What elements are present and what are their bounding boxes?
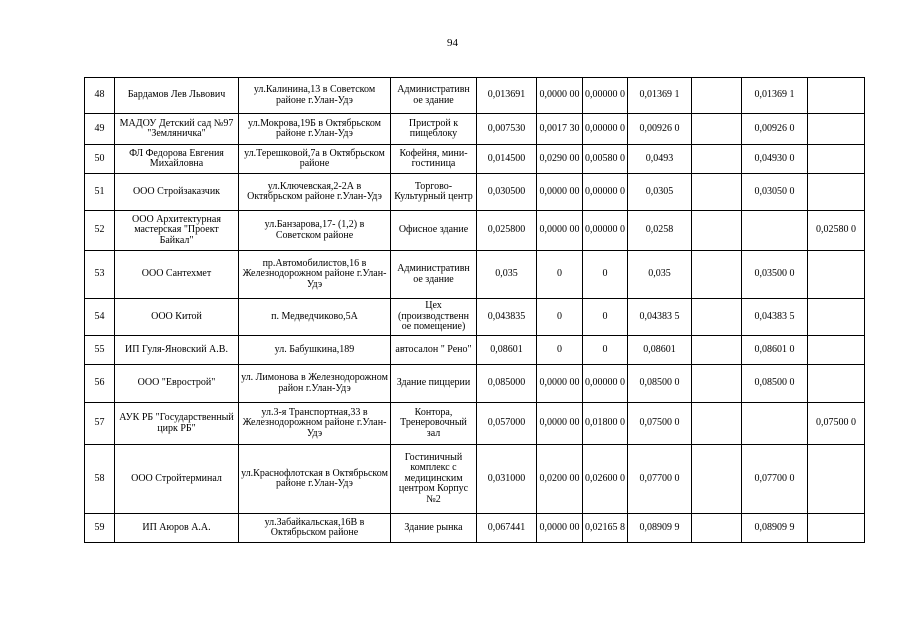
value-col-1: 0,085000 <box>477 365 537 403</box>
value-col-4: 0,04383 5 <box>628 299 692 336</box>
value-col-5 <box>692 211 742 251</box>
building-purpose: Торгово-Культурный центр <box>391 174 477 211</box>
value-col-1: 0,035 <box>477 251 537 299</box>
value-col-1: 0,08601 <box>477 336 537 365</box>
address: ул.Забайкальская,16В в Октябрьском районе <box>239 514 391 543</box>
building-purpose: Административн ое здание <box>391 251 477 299</box>
address: ул. Бабушкина,189 <box>239 336 391 365</box>
value-col-4: 0,0305 <box>628 174 692 211</box>
value-col-7: 0,02580 0 <box>808 211 865 251</box>
value-col-4: 0,07700 0 <box>628 445 692 514</box>
value-col-2: 0,0000 00 <box>537 365 583 403</box>
building-purpose: Цех (производственн ое помещение) <box>391 299 477 336</box>
value-col-5 <box>692 336 742 365</box>
value-col-4: 0,035 <box>628 251 692 299</box>
value-col-3: 0 <box>583 336 628 365</box>
address: п. Медведчиково,5А <box>239 299 391 336</box>
row-number: 50 <box>85 145 115 174</box>
value-col-3: 0,02600 0 <box>583 445 628 514</box>
value-col-6: 0,01369 1 <box>742 78 808 114</box>
value-col-3: 0,00580 0 <box>583 145 628 174</box>
organization-name: ИП Аюров А.А. <box>115 514 239 543</box>
building-purpose: Гостиничный комплекс с медицинским центром Корпус №2 <box>391 445 477 514</box>
value-col-6: 0,00926 0 <box>742 114 808 145</box>
value-col-6: 0,04930 0 <box>742 145 808 174</box>
value-col-5 <box>692 145 742 174</box>
table-row <box>85 78 865 114</box>
value-col-5 <box>692 299 742 336</box>
table-row <box>85 445 865 514</box>
organization-name: АУК РБ "Государственный цирк РБ" <box>115 403 239 445</box>
value-col-4: 0,08601 <box>628 336 692 365</box>
value-col-5 <box>692 365 742 403</box>
value-col-3: 0 <box>583 251 628 299</box>
value-col-1: 0,025800 <box>477 211 537 251</box>
organization-name: ООО Китой <box>115 299 239 336</box>
organization-name: ООО Архитектурная мастерская "Проект Байкал" <box>115 211 239 251</box>
value-col-7 <box>808 78 865 114</box>
address: ул.Терешковой,7а в Октябрьском районе <box>239 145 391 174</box>
value-col-5 <box>692 514 742 543</box>
page-number: 94 <box>447 37 458 49</box>
value-col-2: 0,0000 00 <box>537 174 583 211</box>
table-row <box>85 514 865 543</box>
organization-name: ООО "Еврострой" <box>115 365 239 403</box>
table-row <box>85 174 865 211</box>
value-col-3: 0,01800 0 <box>583 403 628 445</box>
value-col-3: 0,00000 0 <box>583 365 628 403</box>
table-row <box>85 211 865 251</box>
value-col-7 <box>808 251 865 299</box>
value-col-1: 0,057000 <box>477 403 537 445</box>
value-col-2: 0,0000 00 <box>537 403 583 445</box>
table-row <box>85 403 865 445</box>
organization-name: Бардамов Лев Львович <box>115 78 239 114</box>
row-number: 55 <box>85 336 115 365</box>
value-col-3: 0,00000 0 <box>583 114 628 145</box>
value-col-7 <box>808 299 865 336</box>
building-purpose: Пристрой к пищеблоку <box>391 114 477 145</box>
address: пр.Автомобилистов,16 в Железнодорожном районе г.Улан-Удэ <box>239 251 391 299</box>
value-col-5 <box>692 445 742 514</box>
value-col-2: 0,0000 00 <box>537 78 583 114</box>
table-row <box>85 299 865 336</box>
row-number: 56 <box>85 365 115 403</box>
value-col-1: 0,013691 <box>477 78 537 114</box>
value-col-2: 0,0200 00 <box>537 445 583 514</box>
value-col-7 <box>808 174 865 211</box>
value-col-5 <box>692 174 742 211</box>
value-col-7 <box>808 365 865 403</box>
value-col-5 <box>692 78 742 114</box>
value-col-4: 0,07500 0 <box>628 403 692 445</box>
value-col-6: 0,03500 0 <box>742 251 808 299</box>
address: ул.Краснофлотская в Октябрьском районе г.Улан-Удэ <box>239 445 391 514</box>
organization-name: ИП Гуля-Яновский А.В. <box>115 336 239 365</box>
value-col-4: 0,08909 9 <box>628 514 692 543</box>
value-col-2: 0,0000 00 <box>537 514 583 543</box>
address: ул.Банзарова,17- (1,2) в Советском районе <box>239 211 391 251</box>
building-purpose: Кофейня, мини-гостиница <box>391 145 477 174</box>
organization-name: ООО Стройтерминал <box>115 445 239 514</box>
address: ул.Ключевская,2-2А в Октябрьском районе г.Улан-Удэ <box>239 174 391 211</box>
value-col-4: 0,0493 <box>628 145 692 174</box>
row-number: 49 <box>85 114 115 145</box>
building-purpose: автосалон " Рено" <box>391 336 477 365</box>
row-number: 59 <box>85 514 115 543</box>
address: ул. Лимонова в Железнодорожном район г.Улан-Удэ <box>239 365 391 403</box>
value-col-1: 0,030500 <box>477 174 537 211</box>
value-col-7 <box>808 514 865 543</box>
building-purpose: Контора, Тренеровочный зал <box>391 403 477 445</box>
value-col-6: 0,03050 0 <box>742 174 808 211</box>
organization-name: МАДОУ Детский сад №97 "Земляничка" <box>115 114 239 145</box>
value-col-6 <box>742 403 808 445</box>
table-row <box>85 251 865 299</box>
value-col-1: 0,067441 <box>477 514 537 543</box>
value-col-5 <box>692 251 742 299</box>
building-purpose: Здание рынка <box>391 514 477 543</box>
value-col-2: 0,0290 00 <box>537 145 583 174</box>
building-purpose: Здание пиццерии <box>391 365 477 403</box>
building-purpose: Административн ое здание <box>391 78 477 114</box>
row-number: 58 <box>85 445 115 514</box>
value-col-6: 0,08909 9 <box>742 514 808 543</box>
value-col-6: 0,07700 0 <box>742 445 808 514</box>
value-col-6: 0,08601 0 <box>742 336 808 365</box>
address: ул.Калинина,13 в Советском районе г.Улан-Удэ <box>239 78 391 114</box>
value-col-7 <box>808 336 865 365</box>
value-col-4: 0,08500 0 <box>628 365 692 403</box>
value-col-3: 0 <box>583 299 628 336</box>
value-col-3: 0,00000 0 <box>583 78 628 114</box>
value-col-2: 0 <box>537 299 583 336</box>
organization-name: ООО Сантехмет <box>115 251 239 299</box>
table-row <box>85 365 865 403</box>
row-number: 57 <box>85 403 115 445</box>
row-number: 53 <box>85 251 115 299</box>
value-col-2: 0 <box>537 336 583 365</box>
value-col-7: 0,07500 0 <box>808 403 865 445</box>
value-col-2: 0 <box>537 251 583 299</box>
value-col-5 <box>692 114 742 145</box>
address: ул.3-я Транспортная,33 в Железнодорожном районе г.Улан-Удэ <box>239 403 391 445</box>
value-col-7 <box>808 445 865 514</box>
value-col-7 <box>808 145 865 174</box>
value-col-6: 0,04383 5 <box>742 299 808 336</box>
value-col-1: 0,014500 <box>477 145 537 174</box>
value-col-2: 0,0017 30 <box>537 114 583 145</box>
value-col-5 <box>692 403 742 445</box>
value-col-4: 0,0258 <box>628 211 692 251</box>
address: ул.Мокрова,19Б в Октябрьском районе г.Улан-Удэ <box>239 114 391 145</box>
table-row <box>85 336 865 365</box>
value-col-3: 0,00000 0 <box>583 211 628 251</box>
value-col-2: 0,0000 00 <box>537 211 583 251</box>
organization-name: ООО Стройзаказчик <box>115 174 239 211</box>
row-number: 51 <box>85 174 115 211</box>
row-number: 54 <box>85 299 115 336</box>
building-purpose: Офисное здание <box>391 211 477 251</box>
value-col-4: 0,01369 1 <box>628 78 692 114</box>
value-col-4: 0,00926 0 <box>628 114 692 145</box>
value-col-7 <box>808 114 865 145</box>
value-col-3: 0,00000 0 <box>583 174 628 211</box>
row-number: 48 <box>85 78 115 114</box>
organization-name: ФЛ Федорова Евгения Михайловна <box>115 145 239 174</box>
row-number: 52 <box>85 211 115 251</box>
value-col-6 <box>742 211 808 251</box>
table-row <box>85 145 865 174</box>
value-col-3: 0,02165 8 <box>583 514 628 543</box>
table-row <box>85 114 865 145</box>
data-table <box>84 77 865 543</box>
value-col-6: 0,08500 0 <box>742 365 808 403</box>
value-col-1: 0,043835 <box>477 299 537 336</box>
value-col-1: 0,007530 <box>477 114 537 145</box>
value-col-1: 0,031000 <box>477 445 537 514</box>
